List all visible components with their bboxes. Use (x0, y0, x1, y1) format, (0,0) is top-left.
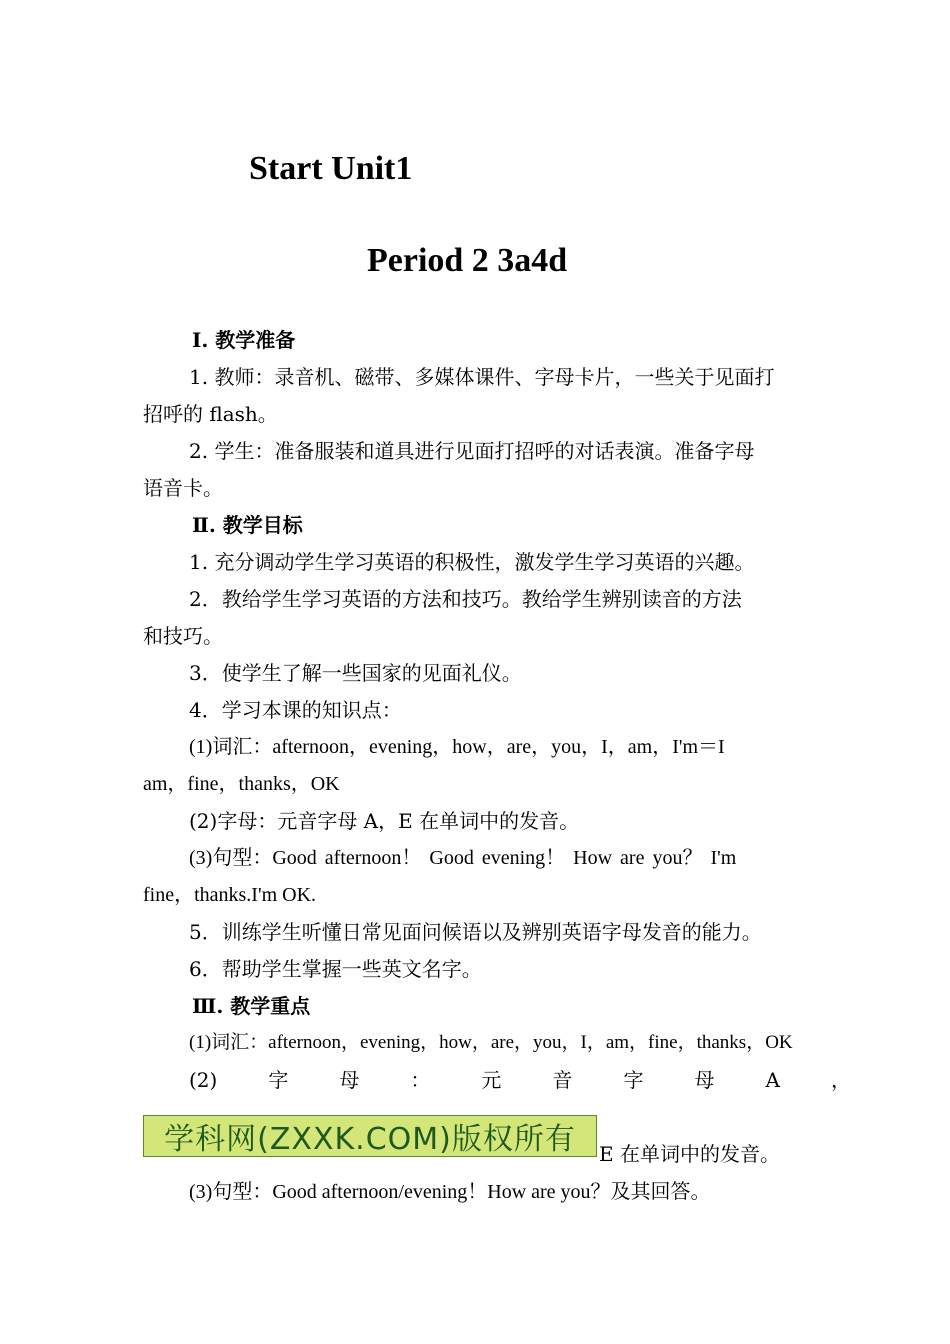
text-line: 1. 教师：录音机、磁带、多媒体课件、字母卡片，一些关于见面打 (189, 365, 775, 389)
text-line: (1)词汇：afternoon，evening，how，are，you，I，am，I'm＝I (189, 736, 725, 758)
text-line: 6．帮助学生掌握一些英文名字。 (189, 957, 482, 981)
copyright-watermark: 学科网(ZXXK.COM)版权所有 (143, 1115, 597, 1157)
text-line: 语音卡。 (143, 476, 223, 500)
spread-char: 母 (694, 1068, 715, 1092)
text-line: 2．教给学生学习英语的方法和技巧。教给学生辨别读音的方法 (189, 587, 742, 611)
text-line: 和技巧。 (143, 624, 223, 648)
text-line: 2. 学生：准备服装和道具进行见面打招呼的对话表演。准备字母 (189, 439, 755, 463)
spread-char: ： (410, 1068, 431, 1092)
text-line: 1. 充分调动学生学习英语的积极性，激发学生学习英语的兴趣。 (189, 550, 755, 574)
text-line: (2)字母：元音字母 A，E 在单词中的发音。 (189, 809, 580, 833)
document-subtitle: Period 2 3a4d (367, 242, 568, 279)
text-line: 5．训练学生听懂日常见面问候语以及辨别英语字母发音的能力。 (189, 920, 762, 944)
text-line: 招呼的 flash。 (143, 402, 278, 426)
spread-char: 字 (268, 1068, 289, 1092)
text-line: fine，thanks.I'm OK. (143, 884, 317, 906)
spread-char: A (765, 1068, 780, 1092)
text-line: 4．学习本课的知识点： (189, 698, 402, 722)
text-line: (3)句型：Good afternoon！ Good evening！ How are you？ I'm (189, 847, 737, 869)
text-line: 3．使学生了解一些国家的见面礼仪。 (189, 661, 522, 685)
text-line: am，fine，thanks，OK (143, 773, 340, 795)
spread-char: 母 (339, 1068, 360, 1092)
document-title: Start Unit1 (249, 150, 413, 187)
spread-char: (2) (189, 1068, 218, 1092)
spread-char: 元 (481, 1068, 502, 1092)
section-heading-2: Ⅱ. 教学目标 (192, 513, 303, 537)
text-line: (3)句型：Good afternoon/evening！How are you？及其回答。 (189, 1181, 711, 1203)
text-line: (1)词汇：afternoon，evening，how，are，you，I，am，fine，thanks，OK (189, 1032, 793, 1053)
text-line: E 在单词中的发音。 (599, 1142, 780, 1166)
spread-char: ， (830, 1068, 851, 1092)
spread-char: 字 (623, 1068, 644, 1092)
spread-text-line (189, 1068, 851, 1092)
spread-char: 音 (552, 1068, 573, 1092)
section-heading-1: Ⅰ. 教学准备 (192, 328, 296, 352)
section-heading-3: Ⅲ. 教学重点 (192, 994, 311, 1018)
